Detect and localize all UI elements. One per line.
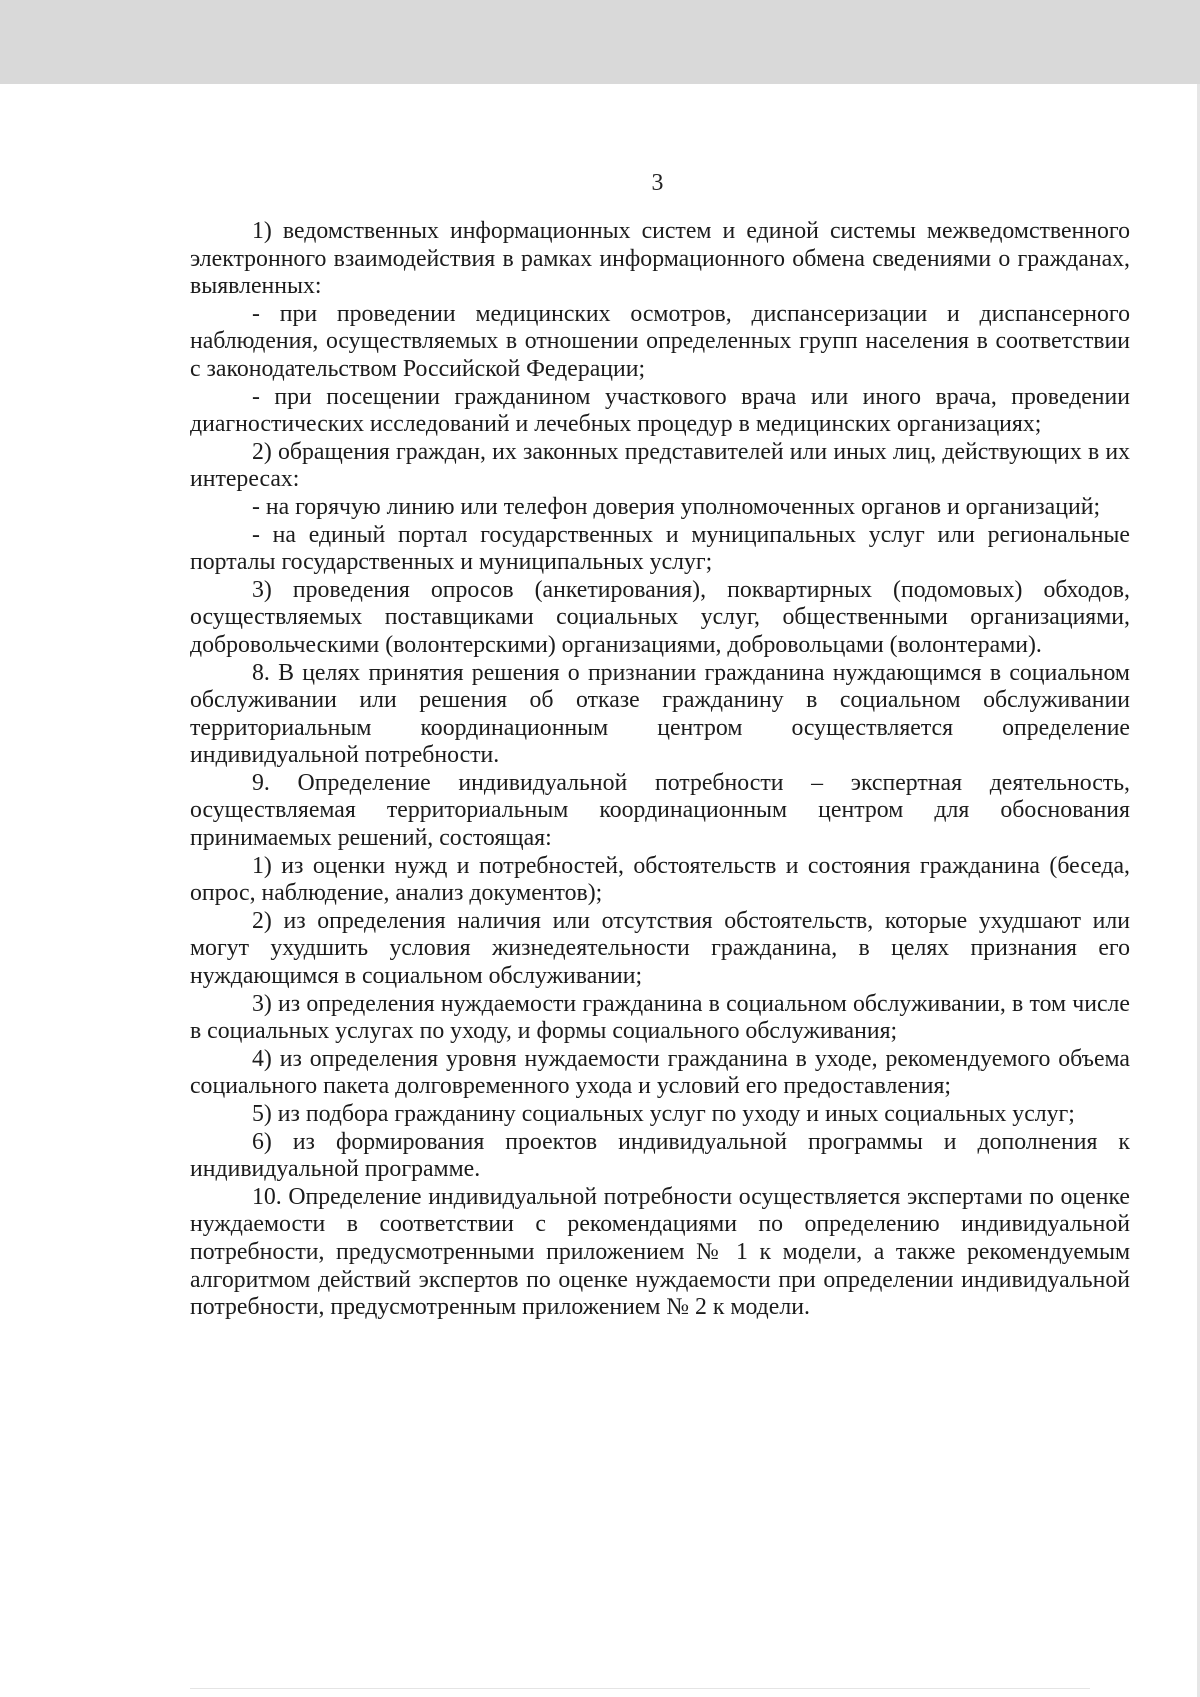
paragraph-13: 4) из определения уровня нуждаемости гражданина в уходе, рекомендуемого объема социального пакета долговременного ухода и условий его предоставления; xyxy=(190,1045,1130,1100)
paragraph-1: 1) ведомственных информационных систем и единой системы межведомственного электронного взаимодействия в рамках информационного обмена сведениями о гражданах, выявленных: xyxy=(190,218,1130,300)
paragraph-6: - на единый портал государственных и муниципальных услуг или региональные порталы государственных и муниципальных услуг; xyxy=(190,521,1130,576)
scan-bottom-line xyxy=(190,1688,1090,1689)
paragraph-4: 2) обращения граждан, их законных представителей или иных лиц, действующих в их интересах: xyxy=(190,438,1130,493)
paragraph-3: - при посещении гражданином участкового врача или иного врача, проведении диагностических исследований и лечебных процедур в медицинских организациях; xyxy=(190,383,1130,438)
paragraph-2: - при проведении медицинских осмотров, диспансеризации и диспансерного наблюдения, осуществляемых в отношении определенных групп населения в соответствии с законодательством Российской Федерации; xyxy=(190,300,1130,382)
paragraph-8: 8. В целях принятия решения о признании гражданина нуждающимся в социальном обслуживании или решения об отказе гражданину в социальном обслуживании территориальным координационным центром осуществляется определение индивидуальной потребности. xyxy=(190,659,1130,769)
paragraph-7: 3) проведения опросов (анкетирования), поквартирных (подомовых) обходов, осуществляемых поставщиками социальных услуг, общественными организациями, добровольческими (волонтерскими) организациями, добровольцами (волонтерами). xyxy=(190,576,1130,658)
paragraph-15: 6) из формирования проектов индивидуальной программы и дополнения к индивидуальной программе. xyxy=(190,1128,1130,1183)
page-number: 3 xyxy=(651,170,664,196)
paragraph-16: 10. Определение индивидуальной потребности осуществляется экспертами по оценке нуждаемости в соответствии с рекомендациями по определению индивидуальной потребности, предусмотренными приложением № 1 к модели, а также рекомендуемым алгоритмом действий экспертов по оценке нуждаемости при определении индивидуальной потребности, предусмотренным приложением № 2 к модели. xyxy=(190,1183,1130,1321)
paragraph-5: - на горячую линию или телефон доверия уполномоченных органов и организаций; xyxy=(252,493,1101,520)
paragraph-9: 9. Определение индивидуальной потребности – экспертная деятельность, осуществляемая территориальным координационным центром для обоснования принимаемых решений, состоящая: xyxy=(190,769,1130,852)
paragraph-11: 2) из определения наличия или отсутствия обстоятельств, которые ухудшают или могут ухудшить условия жизнедеятельности гражданина, в целях признания его нуждающимся в социальном обслуживании; xyxy=(190,907,1130,990)
paragraph-14: 5) из подбора гражданину социальных услуг по уходу и иных социальных услуг; xyxy=(252,1101,1075,1127)
paragraph-12: 3) из определения нуждаемости гражданина в социальном обслуживании, в том числе в социальных услугах по уходу, и формы социального обслуживания; xyxy=(190,990,1130,1045)
document-body xyxy=(190,218,1130,1322)
paragraph-10: 1) из оценки нужд и потребностей, обстоятельств и состояния гражданина (беседа, опрос, наблюдение, анализ документов); xyxy=(190,852,1130,907)
